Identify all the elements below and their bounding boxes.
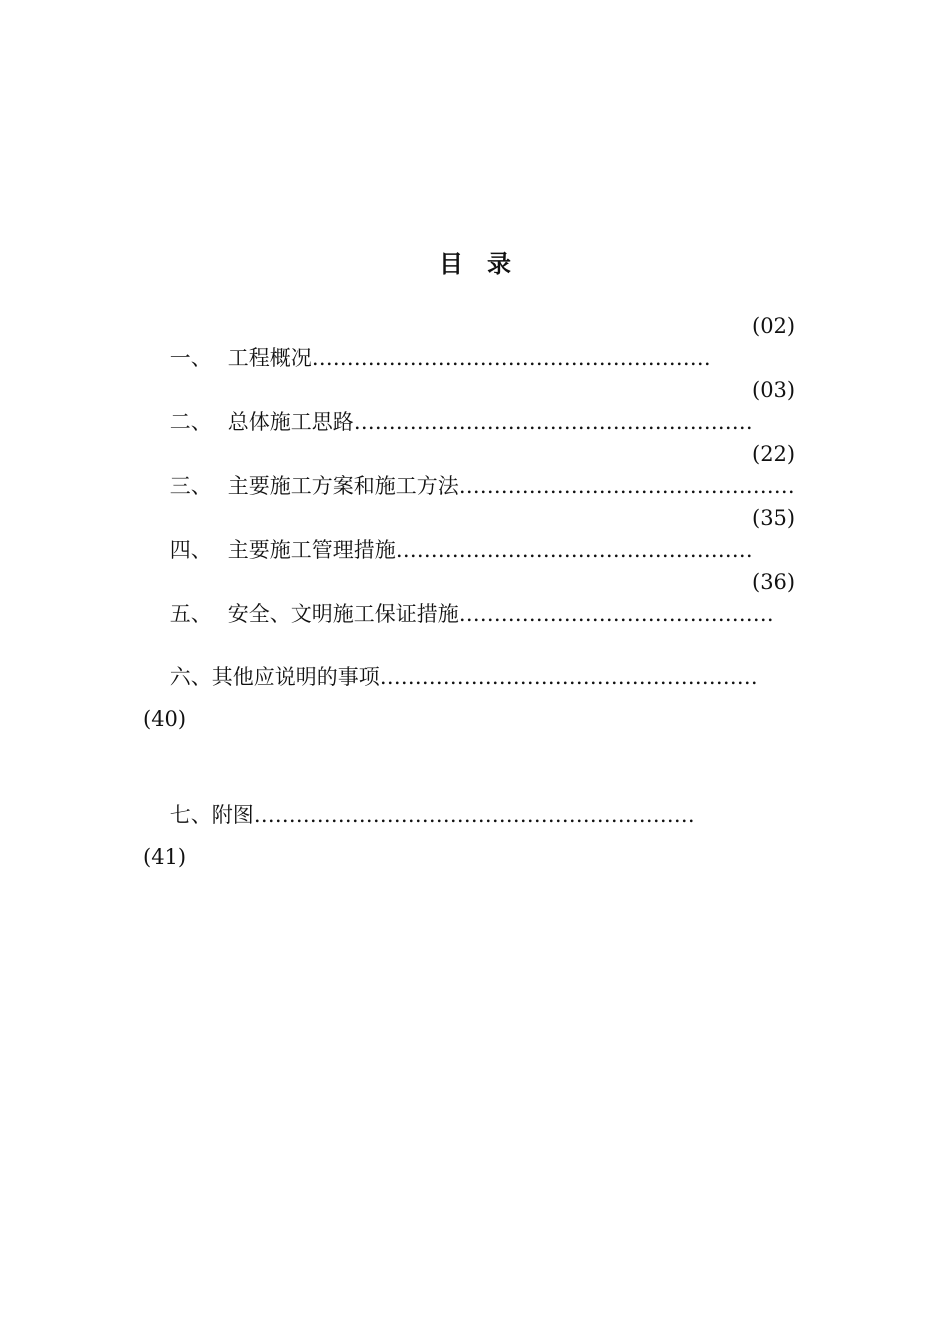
- toc-entry-page: (22): [752, 442, 796, 466]
- toc-entry-page: (40): [143, 707, 187, 731]
- toc-entry-number: 一、: [169, 346, 212, 370]
- toc-entry-leader: …………………………………………………: [311, 346, 711, 370]
- toc-entry-leader: ………………………………………: [458, 602, 774, 626]
- toc-entry-1: [143, 310, 711, 370]
- toc-entry-page: (35): [752, 506, 796, 530]
- toc-entry-label: 安全、文明施工保证措施: [227, 602, 459, 626]
- toc-entry-number: 七、: [169, 803, 212, 827]
- toc-entry-page: (36): [752, 570, 796, 594]
- toc-entry-5: [143, 566, 774, 626]
- toc-entry-label: 主要施工方案和施工方法: [227, 474, 459, 498]
- toc-entry-number: 五、: [169, 602, 212, 626]
- toc-entry-number: 三、: [169, 474, 212, 498]
- toc-entry-leader: ……………………………………………: [395, 538, 753, 562]
- toc-entry-leader: ………………………………………………………: [253, 803, 695, 827]
- toc-entry-3: [143, 438, 795, 498]
- toc-entry-label: 其他应说明的事项: [211, 665, 380, 689]
- toc-entry-leader: …………………………………………: [458, 474, 795, 498]
- toc-entry-leader: ………………………………………………: [379, 665, 758, 689]
- toc-entry-4: [143, 502, 753, 562]
- toc-entry-leader: …………………………………………………: [353, 410, 753, 434]
- toc-entry-label: 工程概况: [227, 346, 312, 370]
- toc-entry-page: (41): [143, 845, 187, 869]
- toc-entry-label: 主要施工管理措施: [227, 538, 396, 562]
- toc-entry-2: [143, 374, 753, 434]
- toc-entry-page: (02): [752, 314, 796, 338]
- toc-entry-number: 二、: [169, 410, 212, 434]
- toc-entry-number: 四、: [169, 538, 212, 562]
- toc-entry-7: [143, 767, 695, 827]
- toc-entry-number: 六、: [169, 665, 212, 689]
- toc-entry-6: [143, 629, 758, 689]
- toc-entry-label: 附图: [211, 803, 254, 827]
- toc-entry-label: 总体施工思路: [227, 410, 354, 434]
- toc-title: 目 录: [439, 249, 511, 278]
- toc-entry-page: (03): [752, 378, 796, 402]
